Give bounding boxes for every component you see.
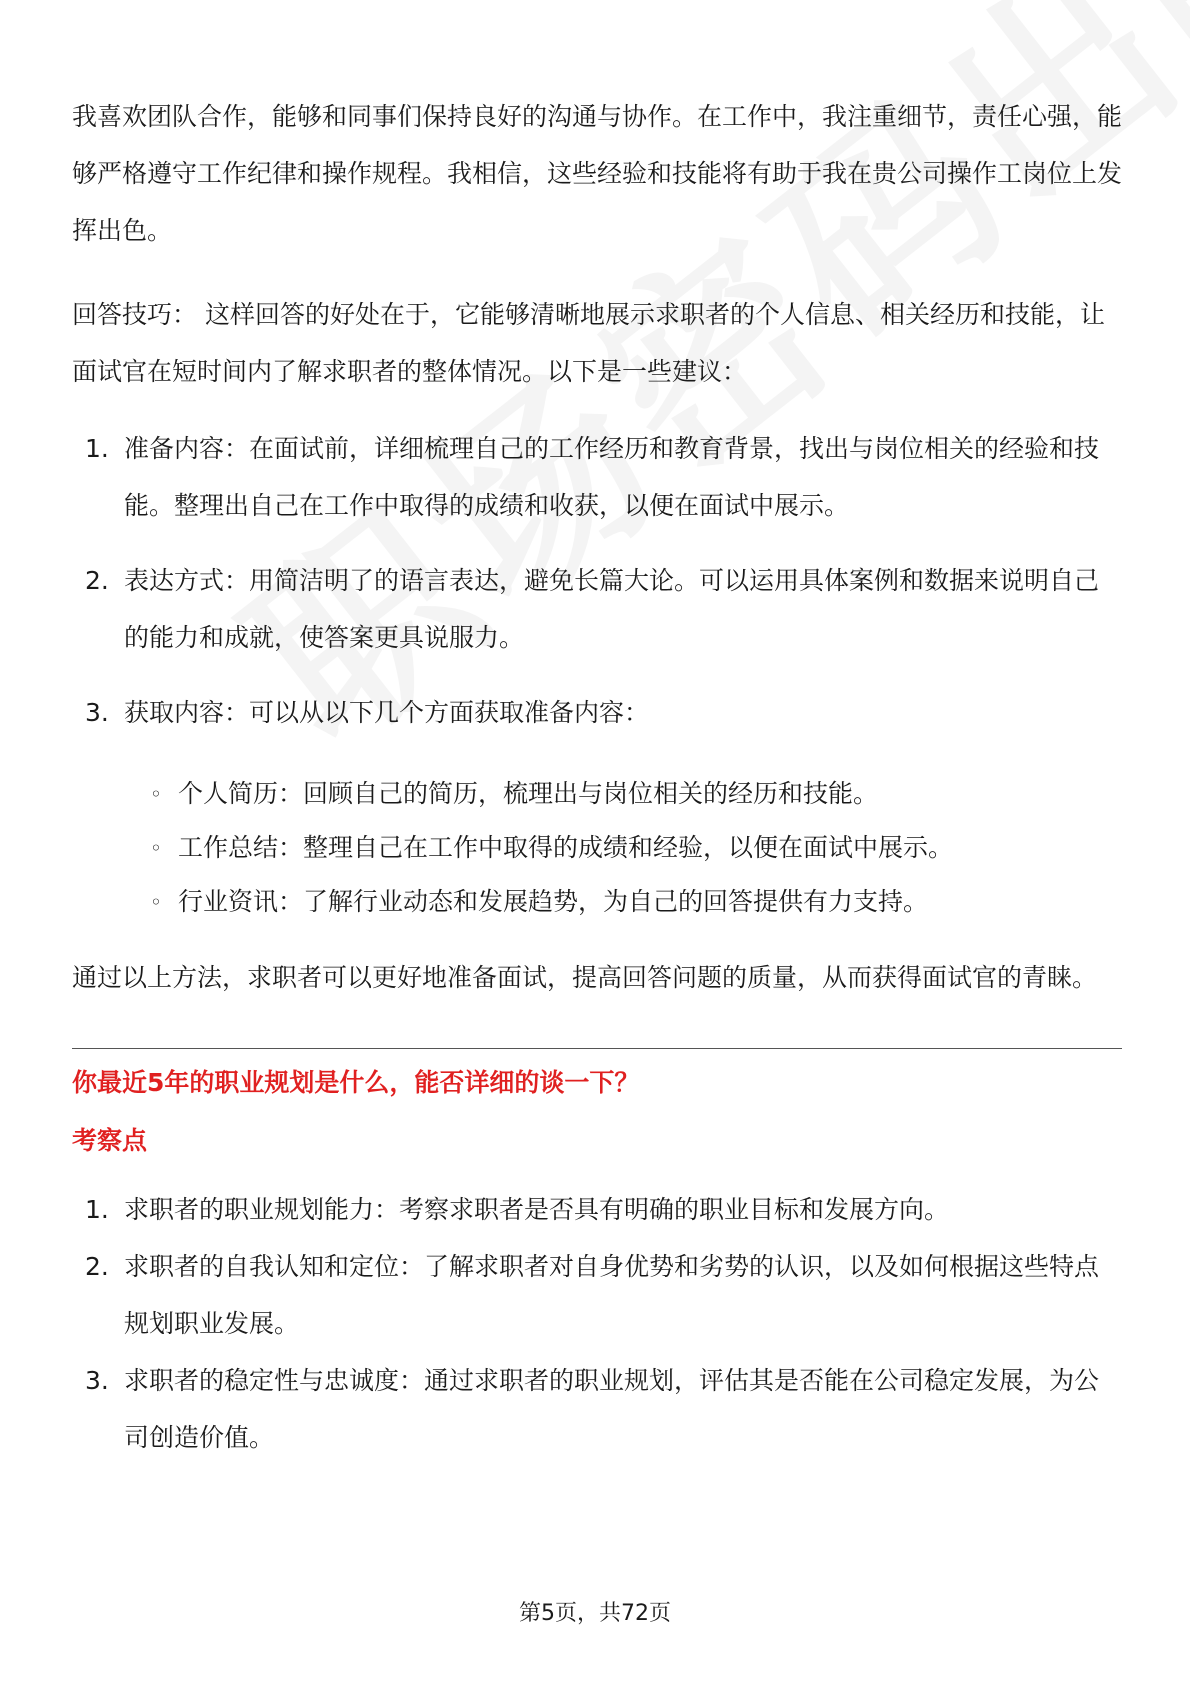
sub-list-item [72,875,1122,929]
list-item [72,684,1122,741]
sub-list-item-text: 工作总结：整理自己在工作中取得的成绩和经验，以便在面试中展示。 [178,833,954,862]
list-item-text: 求职者的稳定性与忠诚度：通过求职者的职业规划，评估其是否能在公司稳定发展，为公司创造价值。 [124,1366,1100,1452]
list-item [72,552,1122,666]
tips-list [72,420,1122,741]
list-item-text: 表达方式：用简洁明了的语言表达，避免长篇大论。可以运用具体案例和数据来说明自己的能力和成就，使答案更具说服力。 [124,566,1100,652]
sub-list-item-text: 行业资讯：了解行业动态和发展趋势，为自己的回答提供有力支持。 [178,887,929,916]
list-item [72,420,1122,534]
list-number: 1. [85,434,109,463]
check-points-list [72,1181,1122,1466]
bullet-icon: ◦ [150,782,162,806]
list-item-text: 获取内容：可以从以下几个方面获取准备内容： [124,698,650,727]
list-number: 3. [85,698,109,727]
list-number: 2. [85,566,109,595]
sub-list-item-text: 个人简历：回顾自己的简历，梳理出与岗位相关的经历和技能。 [178,779,879,808]
list-number: 3. [85,1366,109,1395]
list-number: 1. [85,1195,109,1224]
page-content [72,88,1122,1466]
list-item-text: 准备内容：在面试前，详细梳理自己的工作经历和教育背景，找出与岗位相关的经验和技能。整理出自己在工作中取得的成绩和收获，以便在面试中展示。 [124,434,1100,520]
tips-paragraph: 回答技巧： 这样回答的好处在于，它能够清晰地展示求职者的个人信息、相关经历和技能，让面试官在短时间内了解求职者的整体情况。以下是一些建议： [72,300,1105,386]
sub-list-item [72,767,1122,821]
intro-paragraph: 我喜欢团队合作，能够和同事们保持良好的沟通与协作。在工作中，我注重细节，责任心强，能够严格遵守工作纪律和操作规程。我相信，这些经验和技能将有助于我在贵公司操作工岗位上发挥出色。 [72,102,1123,245]
bullet-icon: ◦ [150,890,162,914]
check-points-title: 考察点 [72,1126,148,1155]
sub-list [72,767,1122,929]
conclusion-paragraph: 通过以上方法，求职者可以更好地准备面试，提高回答问题的质量，从而获得面试官的青睐。 [72,963,1098,992]
page-footer: 第5页，共72页 [519,1601,671,1626]
sub-list-item [72,821,1122,875]
list-item-text: 求职者的自我认知和定位：了解求职者对自身优势和劣势的认识，以及如何根据这些特点规划职业发展。 [124,1252,1100,1338]
list-item-text: 求职者的职业规划能力：考察求职者是否具有明确的职业目标和发展方向。 [124,1195,950,1224]
list-number: 2. [85,1252,109,1281]
list-item [72,1238,1122,1352]
list-item [72,1352,1122,1466]
list-item [72,1181,1122,1238]
question-title: 你最近5年的职业规划是什么，能否详细的谈一下？ [72,1068,640,1097]
bullet-icon: ◦ [150,836,162,860]
